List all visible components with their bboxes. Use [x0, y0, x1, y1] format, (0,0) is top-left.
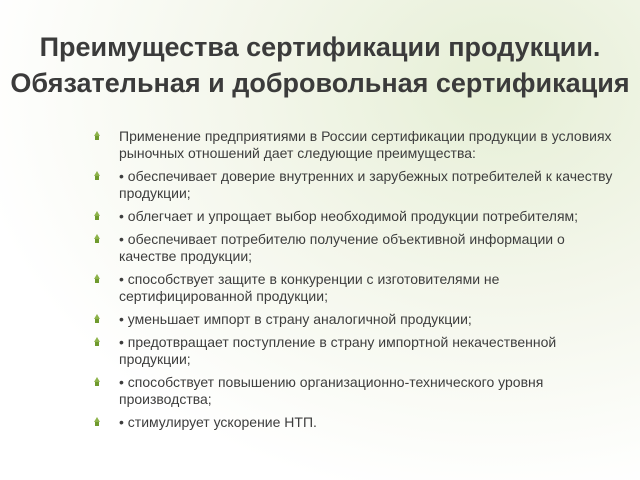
bullet-text: • облегчает и упрощает выбор необходимой продукции потребителям;: [119, 208, 579, 224]
green-bullet-icon: [94, 131, 100, 141]
bullet-item: [0, 128, 640, 162]
bullet-text: • способствует защите в конкуренции с изготовителями не сертифицированной продукции;: [119, 271, 500, 304]
bullet-text: • уменьшает импорт в страну аналогичной продукции;: [119, 311, 472, 327]
green-bullet-icon: [94, 337, 100, 347]
slide-title-line-1: Преимущества сертификации продукции.: [39, 32, 601, 62]
bullet-text: Применение предприятиями в России сертификации продукции в условиях рыночных отношений дает следующие преимущества:: [119, 128, 612, 161]
green-bullet-icon: [94, 171, 100, 181]
green-bullet-icon: [94, 314, 100, 324]
green-bullet-icon: [94, 377, 100, 387]
bullet-item: [0, 374, 640, 408]
bullet-text: • способствует повышению организационно-технического уровня производства;: [119, 374, 544, 407]
bullet-item: [0, 414, 640, 431]
bullet-item: [0, 334, 640, 368]
bullet-item: [0, 168, 640, 202]
bullet-text: • обеспечивает потребителю получение объективной информации о качестве продукции;: [119, 231, 565, 264]
green-bullet-icon: [94, 211, 100, 221]
bullet-text: • обеспечивает доверие внутренних и зарубежных потребителей к качеству продукции;: [119, 168, 613, 201]
bullet-item: [0, 231, 640, 265]
bullet-text: • стимулирует ускорение НТП.: [119, 414, 317, 430]
bullet-text: • предотвращает поступление в страну импортной некачественной продукции;: [119, 334, 557, 367]
green-bullet-icon: [94, 417, 100, 427]
slide-title-line-2: Обязательная и добровольная сертификация: [10, 68, 630, 98]
bullet-item: [0, 311, 640, 328]
bullet-item: [0, 271, 640, 305]
bullet-item: [0, 208, 640, 225]
green-bullet-icon: [94, 234, 100, 244]
green-bullet-icon: [94, 274, 100, 284]
bullet-list: [0, 128, 640, 437]
